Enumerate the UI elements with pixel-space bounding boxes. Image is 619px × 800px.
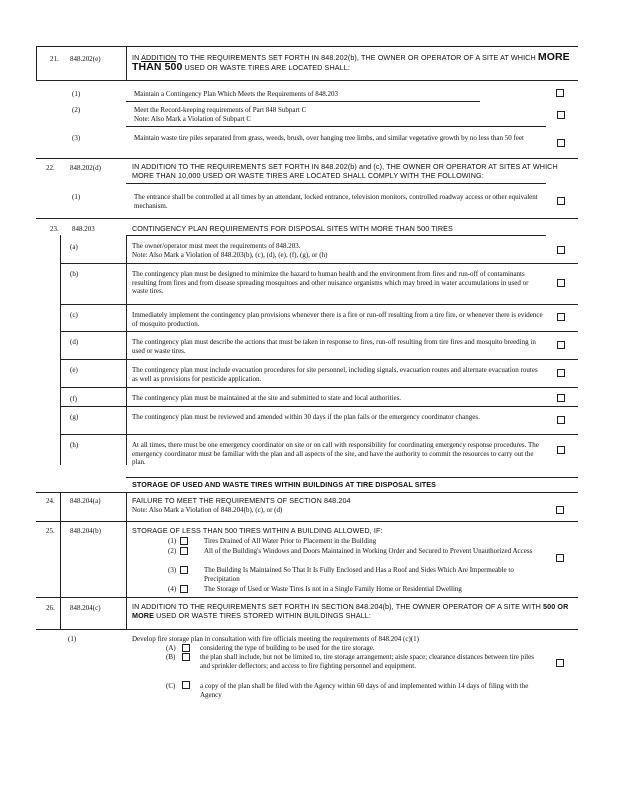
sub-label: (d) <box>70 338 79 346</box>
sub-text: a copy of the plan shall be filed with the Agency within 60 days of and implemented within 14 days of filing with the Agency <box>200 682 530 699</box>
rule <box>36 46 37 80</box>
regulation-code: 848.204(a) <box>70 497 101 505</box>
section-header: STORAGE OF USED AND WASTE TIRES WITHIN BUILDINGS AT TIRE DISPOSAL SITES <box>132 480 437 489</box>
rule <box>60 597 61 629</box>
sub-label: (a) <box>70 243 78 251</box>
violation-checkbox[interactable] <box>556 89 564 97</box>
rule <box>36 629 578 630</box>
sub-label: (C) <box>166 682 176 690</box>
condition-checkbox[interactable] <box>180 537 188 545</box>
sub-label: (1) <box>168 537 177 545</box>
rule <box>60 235 61 465</box>
sub-text: At all times, there must be one emergency coordinator on site or on call with responsibility for coordinating emergency response procedures. The emergency coordinator must be familiar with the plan and all aspects of the site, and have the authority to commit the resources to carry out the plan. <box>132 441 541 467</box>
sub-label: (1) <box>72 193 81 201</box>
violation-checkbox[interactable] <box>557 246 565 254</box>
sub-label: (B) <box>166 653 176 661</box>
sub-label: (h) <box>70 441 79 449</box>
sub-text: Meet the Record-keeping requirements of Part 848 Subpart C Note: Also Mark a Violation of Subpart C <box>134 106 307 123</box>
sub-text: The entrance shall be controlled at all times by an attendant, locked entrance, television monitors, controlled roadway access or other equivalent mechanism. <box>134 193 540 210</box>
rule <box>60 304 578 305</box>
item-number: 23. <box>50 225 59 233</box>
sub-text: Immediately implement the contingency plan provisions whenever there is a fire or run-off resulting from a tire fire, or whenever there is evidence of mosquito production. <box>132 311 545 328</box>
violation-checkbox[interactable] <box>557 394 565 402</box>
condition-checkbox[interactable] <box>180 547 188 555</box>
item-header: IN ADDITION TO THE REQUIREMENTS SET FORTH IN 848.202(b), THE OWNER OR OPERATOR OF A SITE AT WHICH MORE THAN 500 USED OR WASTE TIRES ARE LOCATED SHALL: <box>132 51 573 73</box>
violation-checkbox[interactable] <box>557 139 565 147</box>
rule <box>126 477 578 478</box>
item-number: 24. <box>46 497 55 505</box>
sub-text: The contingency plan must be maintained at the site and submitted to state and local authorities. <box>132 394 402 402</box>
regulation-code: 848.204(b) <box>70 527 101 535</box>
rule <box>60 406 578 407</box>
rule <box>60 331 578 332</box>
rule <box>36 492 578 493</box>
rule <box>126 46 127 80</box>
rule <box>126 235 127 465</box>
item-header: IN ADDITION TO THE REQUIREMENTS SET FORTH IN SECTION 848.204(b), THE OWNER OPERATOR OF A SITE WITH 500 OR MORE USED OR WASTE TIRES STORED WITHIN BUILDINGS SHALL: <box>132 602 571 620</box>
sub-text: The contingency plan must describe the actions that must be taken in response to fires, run-off resulting from tire fires and mosquito breeding in used or waste tires. <box>132 338 538 355</box>
item-number: 22. <box>46 164 55 172</box>
item-number: 21. <box>50 55 59 63</box>
sub-label: (f) <box>70 395 77 403</box>
rule <box>60 434 578 435</box>
sub-text: Maintain a Contingency Plan Which Meets the Requirements of 848.203 <box>134 90 338 98</box>
sub-label: (b) <box>70 270 79 278</box>
violation-checkbox[interactable] <box>557 446 565 454</box>
sub-label: (3) <box>72 134 81 142</box>
item-header: FAILURE TO MEET THE REQUIREMENTS OF SECTION 848.204 <box>132 496 351 505</box>
item-number: 26. <box>46 604 55 612</box>
violation-checkbox[interactable] <box>557 111 565 119</box>
sub-text: The contingency plan must be designed to minimize the hazard to human health and the environment from fires and run-off of contaminants resulting from fires and from disease spreading mosquitoes and other nuisance organisms which may breed in water accumulations in used or waste tires. <box>132 270 531 296</box>
rule <box>36 80 578 81</box>
violation-checkbox[interactable] <box>556 554 564 562</box>
rule <box>60 521 61 597</box>
regulation-code: 848.204(c) <box>70 604 101 612</box>
rule <box>126 235 546 236</box>
rule <box>36 158 578 159</box>
sub-text: The owner/operator must meet the requirements of 848.203. Note: Also Mark a Violation of 848.203(b), (c), (d), (e), (f), (g), or (h) <box>132 242 328 259</box>
sub-text: All of the Building's Windows and Doors Maintained in Working Order and Secured to Prevent Unauthorized Access <box>204 547 533 555</box>
violation-checkbox[interactable] <box>557 197 565 205</box>
sub-text: Maintain waste tire piles separated from grass, weeds, brush, over hanging tree limbs, and similar vegetative growth by no less than 50 feet <box>134 134 524 142</box>
sub-text: The Storage of Used or Waste Tires Is not in a Single Family Home or Residential Dwelling <box>204 585 462 593</box>
sub-text: The contingency plan must be reviewed and amended within 30 days if the plan fails or the emergency coordinator changes. <box>132 413 480 421</box>
condition-checkbox[interactable] <box>182 653 190 661</box>
condition-checkbox[interactable] <box>180 585 188 593</box>
sub-text: Tires Drained of All Water Prior to Placement in the Building <box>204 537 377 545</box>
violation-checkbox[interactable] <box>557 279 565 287</box>
sub-text: the plan shall include, but not be limited to, tire storage arrangement; aisle space; clearance distances between tire piles and sprinkler deflectors; and access to fire fighting personnel and equipment. <box>200 653 536 670</box>
item-note: Note: Also Mark a Violation of 848.204(b), (c), or (d) <box>132 506 283 514</box>
rule <box>126 597 127 629</box>
regulation-code: 848.203 <box>72 225 95 233</box>
sub-text: considering the type of building to be used for the tire storage. <box>200 644 375 652</box>
item-header: CONTINGENCY PLAN REQUIREMENTS FOR DISPOSAL SITES WITH MORE THAN 500 TIRES <box>132 224 453 233</box>
violation-checkbox[interactable] <box>557 369 565 377</box>
rule <box>36 46 578 47</box>
rule <box>126 101 480 102</box>
sub-text: The Building Is Maintained So That It Is Fully Enclosed and Has a Roof and Sides Which Are Impermeable to Precipitation <box>204 566 516 583</box>
sub-label: (1) <box>68 635 77 643</box>
item-header: STORAGE OF LESS THAN 500 TIRES WITHIN A BUILDING ALLOWED, IF: <box>132 526 383 535</box>
regulation-code: 848.202(e) <box>70 55 101 63</box>
sub-label: (2) <box>72 106 81 114</box>
rule <box>60 263 578 264</box>
violation-checkbox[interactable] <box>557 341 565 349</box>
violation-checkbox[interactable] <box>557 416 565 424</box>
rule <box>36 521 578 522</box>
rule <box>60 387 578 388</box>
sub-text: Develop fire storage plan in consultation with fire officials meeting the requirements of 848.204 (c)(1) <box>132 635 419 643</box>
sub-label: (g) <box>70 413 79 421</box>
sub-label: (e) <box>70 366 78 374</box>
rule <box>60 492 61 522</box>
sub-label: (3) <box>168 566 177 574</box>
rule <box>126 492 127 522</box>
sub-label: (4) <box>168 585 177 593</box>
sub-label: (2) <box>168 547 177 555</box>
violation-checkbox[interactable] <box>556 659 564 667</box>
condition-checkbox[interactable] <box>180 566 188 574</box>
violation-checkbox[interactable] <box>556 506 564 514</box>
sub-label: (A) <box>166 644 176 652</box>
item-header: IN ADDITION TO THE REQUIREMENTS SET FORTH IN 848.202(b) and (c), THE OWNER OR OPERATOR AT SITES AT WHICH MORE THAN 10,000 USED OR WASTE TIRES ARE LOCATED SHALL COMPLY WITH THE FOLLOWING: <box>132 162 560 180</box>
rule <box>36 597 578 598</box>
rule <box>126 183 546 184</box>
rule <box>60 359 578 360</box>
sub-text: The contingency plan must include evacuation procedures for site personnel, including signals, evacuation routes and alternate evacuation routes as well as provisions for pesticide application. <box>132 366 540 383</box>
sub-label: (c) <box>70 311 78 319</box>
rule <box>36 218 578 219</box>
condition-checkbox[interactable] <box>182 644 190 652</box>
violation-checkbox[interactable] <box>557 313 565 321</box>
condition-checkbox[interactable] <box>182 681 190 689</box>
item-number: 25. <box>46 527 55 535</box>
rule <box>126 521 127 597</box>
regulation-code: 848.202(d) <box>70 164 101 172</box>
rule <box>126 126 546 127</box>
sub-label: (1) <box>72 90 81 98</box>
